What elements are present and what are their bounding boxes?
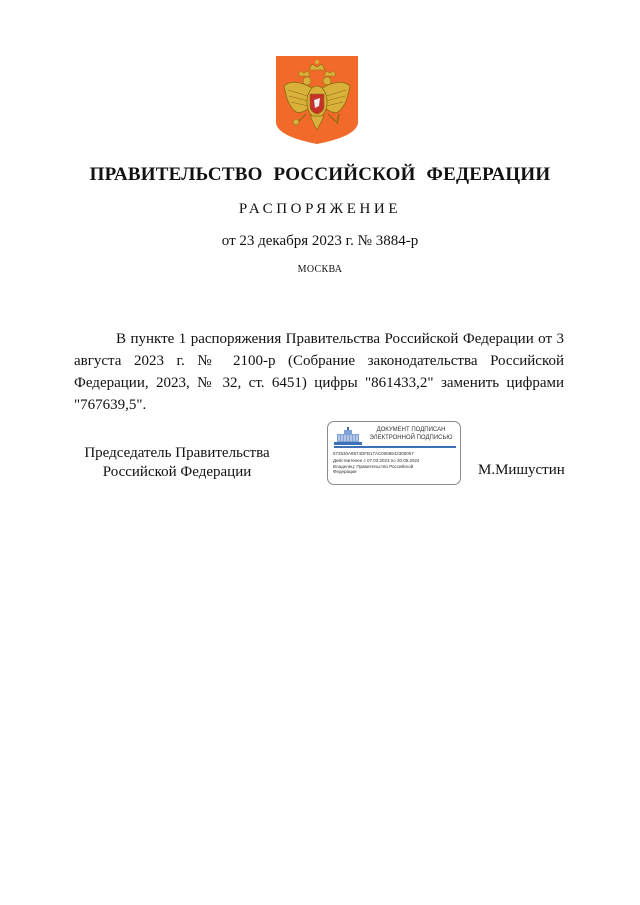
document-place: МОСКВА [297,264,343,275]
signer-position-line1: Председатель Правительства [84,445,270,461]
document-type: РАСПОРЯЖЕНИЕ [238,201,402,217]
signer-position [62,444,292,482]
stamp-certificate: 572530A6974DFB17AC0068642300057 [333,451,414,456]
coat-of-arms-icon [276,56,358,144]
document-date-number: от 23 декабря 2023 г. № 3884-р [221,233,419,249]
order-paragraph: В пункте 1 распоряжения Правительства Российской Федерации от 3 августа 2023 г. № 2100-р (Собрание законодательства Российской Федерации, 2023, № 32, ст. 6451) цифры "861433,2" заменить цифрами "767639,5". [74,331,564,413]
stamp-owner-line2: Федерации [333,469,357,474]
stamp-validity: Действителен с 07.03.2023 по 30.05.2024 [333,458,420,463]
stamp-owner-line1: Владелец: Правительство Российской [333,464,414,469]
signer-position-line2: Российской Федерации [102,464,252,480]
stamp-accent-bar [334,446,456,448]
electronic-signature-stamp [327,421,461,485]
signer-name: М.Мишустин [478,462,565,478]
government-title: ПРАВИТЕЛЬСТВО РОССИЙСКОЙ ФЕДЕРАЦИИ [89,164,551,185]
government-building-icon [334,427,362,445]
stamp-title-line1: ДОКУМЕНТ ПОДПИСАН [376,427,446,433]
stamp-title-line2: ЭЛЕКТРОННОЙ ПОДПИСЬЮ [369,435,453,441]
